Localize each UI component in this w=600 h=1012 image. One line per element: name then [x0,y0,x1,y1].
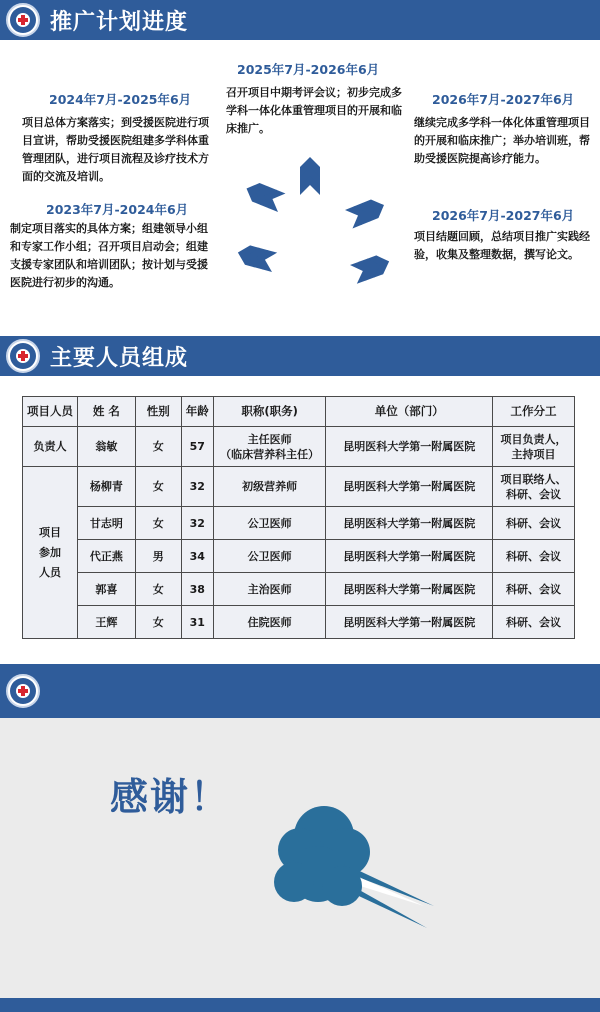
timeline-date-5: 2026年7月-2027年6月 [432,208,575,223]
thanks-area [0,718,600,998]
chevron-up-icon [300,157,320,195]
cell-title-line2: （临床营养科主任） [220,447,320,461]
col-header: 性别 [135,397,181,427]
cell-role [493,427,575,467]
cell-gender: 男 [135,540,181,573]
cell-age: 57 [181,427,213,467]
cell-role: 科研、会议 [493,606,575,639]
cell-title: 主治医师 [213,573,326,606]
col-header: 年龄 [181,397,213,427]
group-label-leader: 负责人 [23,427,78,467]
cell-age: 31 [181,606,213,639]
cell-gender: 女 [135,507,181,540]
section-title-staff: 主要人员组成 [50,345,189,371]
hospital-cross-logo-icon [6,3,40,37]
cell-role: 科研、会议 [493,540,575,573]
section-header-thanks [0,664,600,718]
cell-title: 公卫医师 [213,540,326,573]
cell-age: 32 [181,507,213,540]
timeline-text-1: 制定项目落实的具体方案；组建领导小组和专家工作小组；召开项目启动会；组建支援专家团队和培训团队；按计划与受援医院进行初步的沟通。 [10,222,208,289]
cell-role-line1: 项目负责人， [500,432,567,446]
cell-unit: 昆明医科大学第一附属医院 [326,540,493,573]
cell-role-line2: 科研、会议 [506,487,562,501]
bottom-bar [0,998,600,1012]
cell-unit: 昆明医科大学第一附属医院 [326,606,493,639]
cell-name: 翁敏 [77,427,135,467]
section-header-staff [0,336,600,376]
section-header-plan [0,0,600,40]
cell-title: 住院医师 [213,606,326,639]
timeline-text-2: 项目总体方案落实；到受援医院进行项目宣讲，帮助受援医院组建多学科体重管理团队，进行项目流程及诊疗技术方面的交流及培训。 [22,116,209,183]
staff-table [22,396,575,639]
staff-table-area [0,382,600,664]
table-header-row [23,397,575,427]
cell-age: 38 [181,573,213,606]
chevron-lower-left-icon [235,243,277,272]
timeline-text-5: 项目结题回顾，总结项目推广实践经验，收集及整理数据，撰写论文。 [414,230,590,261]
chevron-arrows-graphic [0,40,600,326]
cell-title: 初级营养师 [213,467,326,507]
thanks-text: 感谢！ [110,775,231,819]
cell-role: 科研、会议 [493,573,575,606]
timeline-text-4: 继续完成多学科一体化体重管理项目的开展和临床推广；举办培训班，帮助受援医院提高诊疗能力。 [414,116,590,165]
col-header: 工作分工 [493,397,575,427]
cell-name: 杨柳青 [77,467,135,507]
cell-gender: 女 [135,427,181,467]
timeline-date-3: 2025年7月-2026年6月 [237,62,380,77]
table-row [23,467,575,507]
table-row [23,606,575,639]
cell-role-line2: 主持项目 [511,447,556,461]
chevron-upper-right-icon [345,196,388,229]
cell-age: 34 [181,540,213,573]
group-label-members [23,467,78,639]
timeline-date-4: 2026年7月-2027年6月 [432,92,575,107]
cell-name: 甘志明 [77,507,135,540]
col-header: 职称(职务) [213,397,326,427]
section-title-plan: 推广计划进度 [50,9,189,35]
cell-title [213,427,326,467]
cell-role [493,467,575,507]
cell-role-line1: 项目联络人、 [500,472,567,486]
timeline-text-3: 召开项目中期考评会议；初步完成多学科一体化体重管理项目的开展和临床推广。 [226,86,402,135]
cell-unit: 昆明医科大学第一附属医院 [326,467,493,507]
timeline-area [0,40,600,326]
chevron-upper-left-icon [243,179,286,212]
cell-role: 科研、会议 [493,507,575,540]
table-row [23,427,575,467]
cell-gender: 女 [135,573,181,606]
table-row [23,573,575,606]
table-row [23,507,575,540]
col-header: 项目人员 [23,397,78,427]
cell-unit: 昆明医科大学第一附属医院 [326,507,493,540]
speech-cloud-icon [262,778,442,948]
hospital-cross-logo-icon [6,674,40,708]
chevron-lower-right-icon [350,252,393,284]
cell-gender: 女 [135,606,181,639]
timeline-date-2: 2024年7月-2025年6月 [49,92,192,107]
hospital-cross-logo-icon [6,339,40,373]
col-header: 姓 名 [77,397,135,427]
cell-age: 32 [181,467,213,507]
cell-gender: 女 [135,467,181,507]
cell-name: 王辉 [77,606,135,639]
cell-unit: 昆明医科大学第一附属医院 [326,573,493,606]
cell-name: 郭喜 [77,573,135,606]
table-row [23,540,575,573]
cell-name: 代正燕 [77,540,135,573]
group-label-members-text: 项目参加人员 [38,525,61,579]
cell-unit: 昆明医科大学第一附属医院 [326,427,493,467]
timeline-date-1: 2023年7月-2024年6月 [46,202,189,217]
cell-title: 公卫医师 [213,507,326,540]
col-header: 单位（部门） [326,397,493,427]
cell-title-line1: 主任医师 [247,432,292,446]
